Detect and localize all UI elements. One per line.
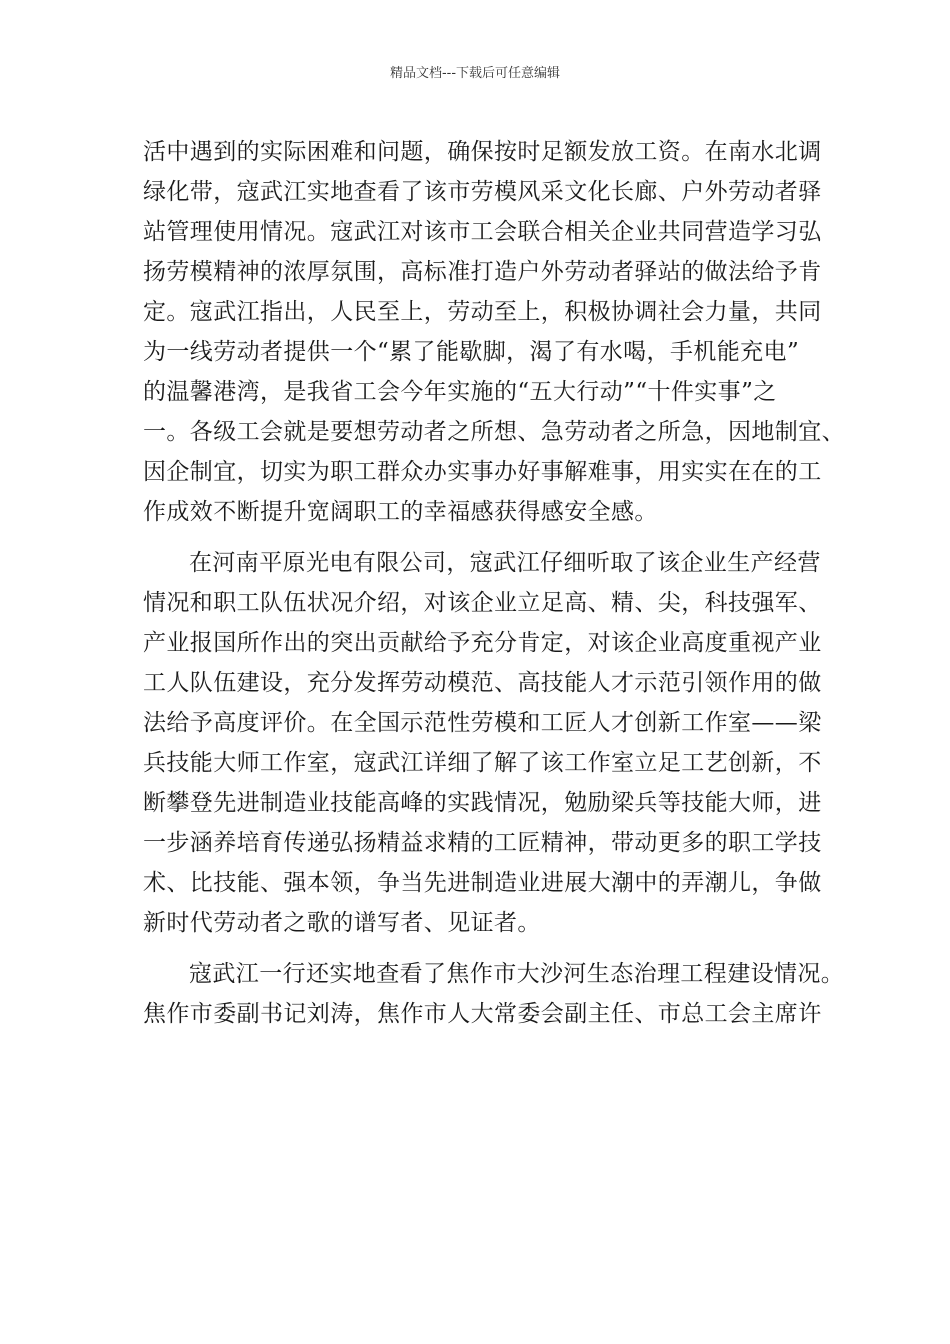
text-line: 定。寇武江指出，人民至上，劳动至上，积极协调社会力量，共同 (143, 299, 822, 325)
text-line: 新时代劳动者之歌的谱写者、见证者。 (143, 910, 541, 936)
text-line: 作成效不断提升宽阔职工的幸福感获得感安全感。 (143, 499, 658, 525)
text-line: 一步涵养培育传递弘扬精益求精的工匠精神，带动更多的职工学技 (143, 830, 822, 856)
paragraph (143, 543, 833, 943)
page-header: 精品文档---下载后可任意编辑 (389, 66, 561, 81)
text-line: 产业报国所作出的突出贡献给予充分肯定，对该企业高度重视产业 (143, 630, 822, 656)
paragraph-spacer (143, 532, 833, 543)
text-line: 焦作市委副书记刘涛，焦作市人大常委会副主任、市总工会主席许 (143, 1001, 822, 1027)
text-line: 寇武江一行还实地查看了焦作市大沙河生态治理工程建设情况。 (189, 961, 845, 987)
text-line: 活中遇到的实际困难和问题，确保按时足额发放工资。在南水北调 (143, 139, 822, 165)
paragraph (143, 132, 845, 532)
text-line: 工人队伍建设，充分发挥劳动模范、高技能人才示范引领作用的做 (143, 670, 822, 696)
text-line: 站管理使用情况。寇武江对该市工会联合相关企业共同营造学习弘 (143, 219, 822, 245)
text-line: 法给予高度评价。在全国示范性劳模和工匠人才创新工作室——梁 (143, 710, 822, 736)
text-line: 绿化带，寇武江实地查看了该市劳模风采文化长廊、户外劳动者驿 (143, 179, 822, 205)
text-line: 因企制宜，切实为职工群众办实事办好事解难事，用实实在在的工 (143, 459, 822, 485)
text-line: 为一线劳动者提供一个“累了能歇脚，渴了有水喝，手机能充电” (143, 339, 800, 365)
text-line: 术、比技能、强本领，争当先进制造业进展大潮中的弄潮儿，争做 (143, 870, 822, 896)
text-line: 一。各级工会就是要想劳动者之所想、急劳动者之所急，因地制宜、 (143, 419, 845, 445)
text-line: 扬劳模精神的浓厚氛围，高标准打造户外劳动者驿站的做法给予肯 (143, 259, 822, 285)
text-line: 兵技能大师工作室，寇武江详细了解了该工作室立足工艺创新，不 (143, 750, 822, 776)
text-line: 断攀登先进制造业技能高峰的实践情况，勉励梁兵等技能大师，进 (143, 790, 822, 816)
text-line: 在河南平原光电有限公司，寇武江仔细听取了该企业生产经营 (189, 550, 821, 576)
document-body (143, 132, 845, 1034)
paragraph-spacer (143, 943, 833, 954)
text-line: 的温馨港湾，是我省工会今年实施的“五大行动”“十件实事”之 (143, 379, 777, 405)
text-line: 情况和职工队伍状况介绍，对该企业立足高、精、尖，科技强军、 (143, 590, 822, 616)
paragraph (143, 954, 845, 1034)
